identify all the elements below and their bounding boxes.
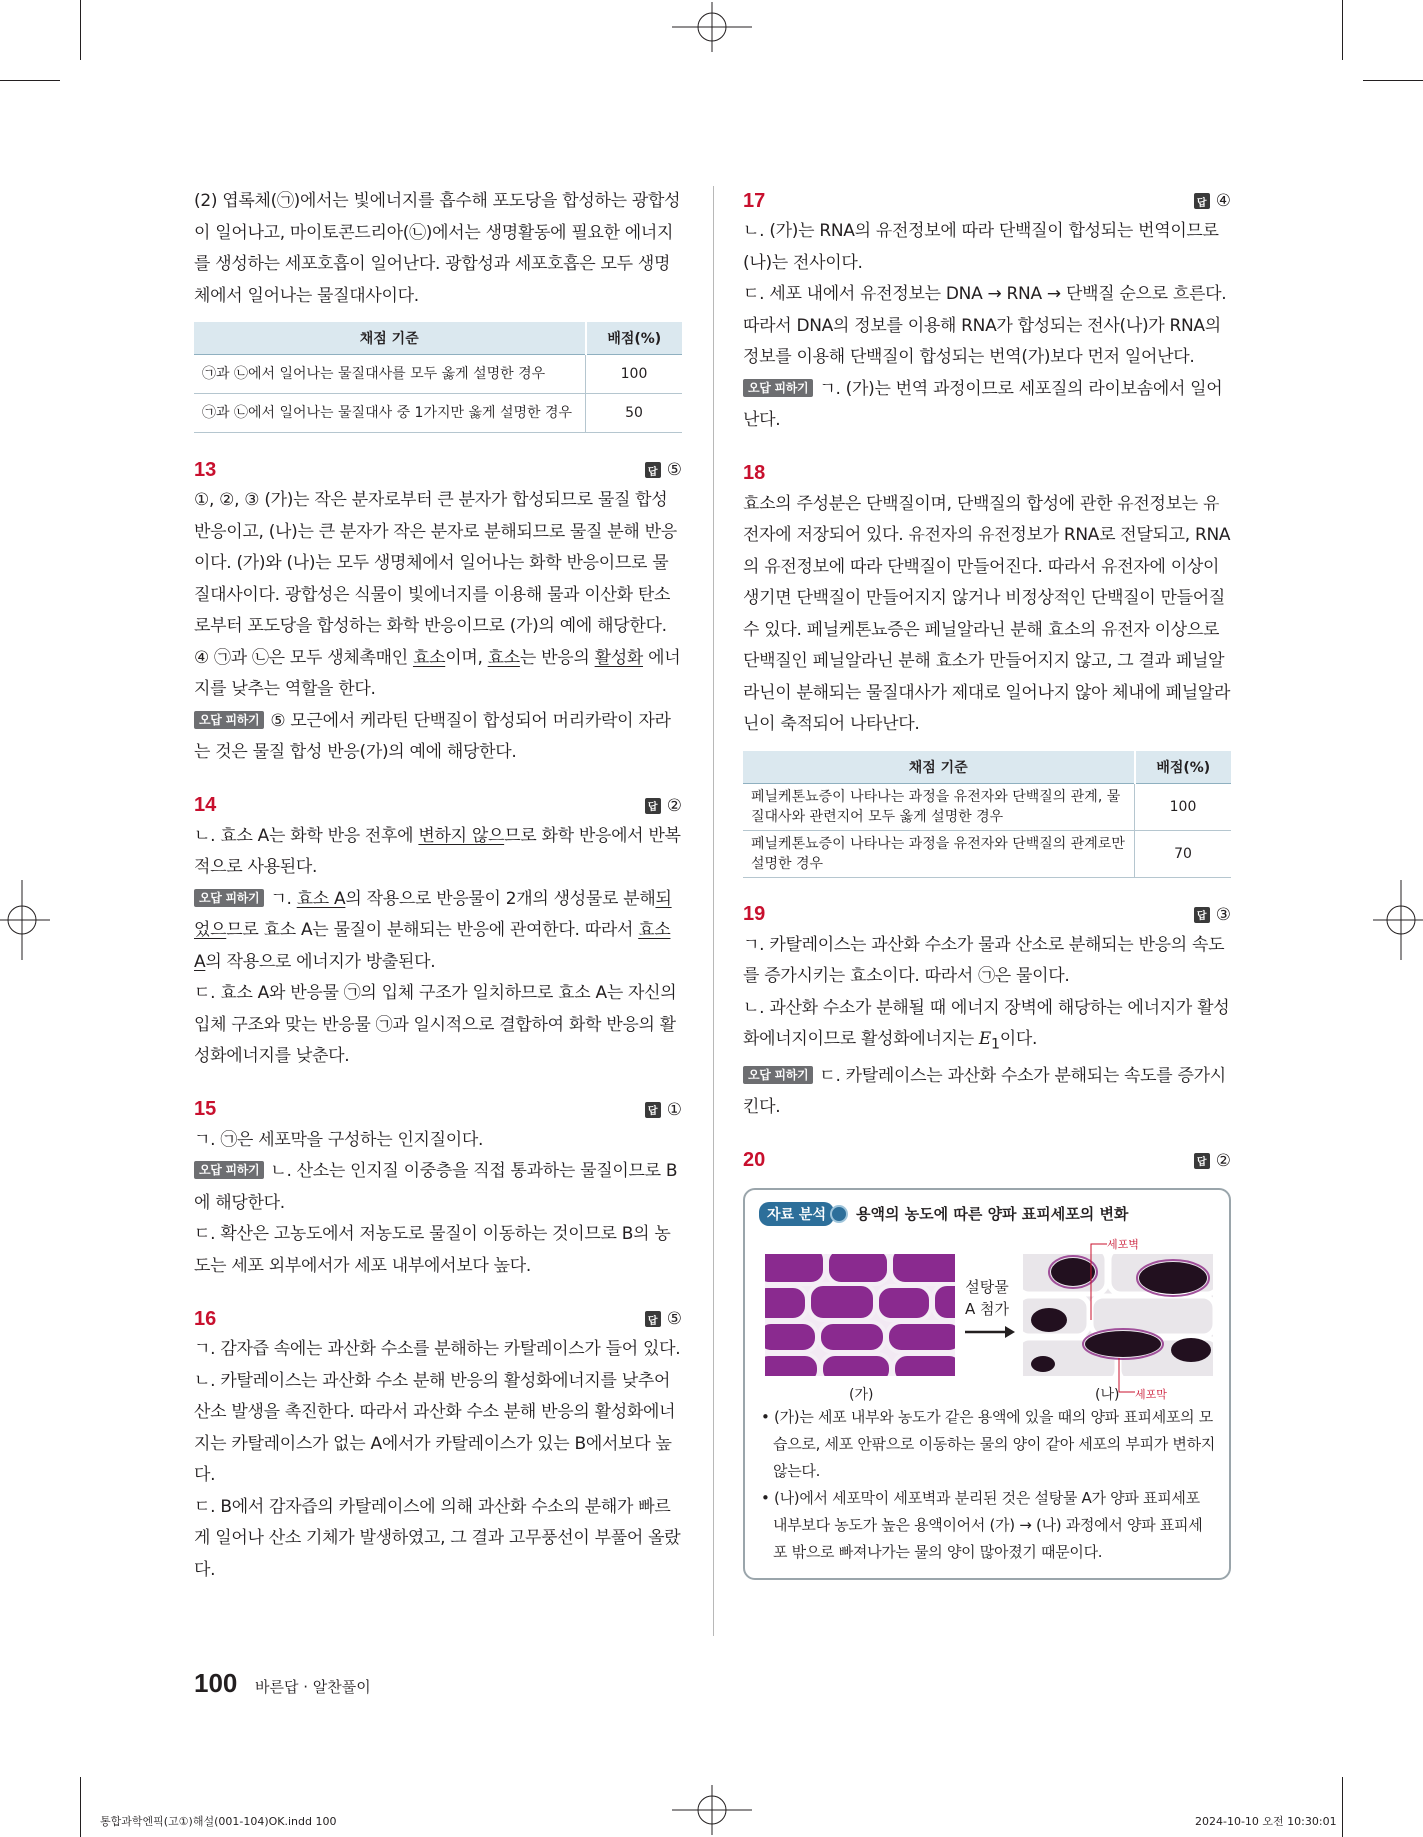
print-slug-date: 2024-10-10 오전 10:30:01 [1195,1815,1337,1828]
wrong-answer-tag: 오답 피하기 [194,1161,264,1179]
answer-badge [1194,1151,1231,1171]
q14-paragraph-3: ㄷ. 효소 A와 반응물 ㉠의 입체 구조가 일치하므로 효소 A는 자신의 입체 구조와 맞는 반응물 ㉠과 일시적으로 결합하여 화학 반응의 활성화에너지를 낮춘다. [194,983,677,1066]
table-row [743,830,1231,877]
table-header-criteria: 채점 기준 [194,322,586,355]
data-analysis-header [759,1202,1215,1226]
q14-paragraph-1 [194,821,682,884]
data-analysis-box [743,1188,1231,1580]
underlined-text: 효소 A [296,888,346,909]
table-cell-points: 100 [1135,783,1232,830]
answer-value: ⑤ [666,460,682,480]
variable-text: E [978,1029,992,1049]
text-span: ㄴ. 산소는 인지질 이중층을 직접 통과하는 물질이므로 B에 해당한다. [194,1161,678,1213]
crop-mark [80,1777,81,1837]
table-cell-criteria: 페닐케톤뇨증이 나타나는 과정을 유전자와 단백질의 관계, 물질대사와 관련지어 모두 옳게 설명한 경우 [743,783,1135,830]
wrong-answer-tag: 오답 피하기 [743,1066,813,1084]
q17-paragraph-1: ㄴ. (가)는 RNA의 유전정보에 따라 단백질이 합성되는 번역이므로 (나)는 전사이다. [743,221,1219,273]
answer-badge [645,1100,682,1120]
text-span: 므로 효소 A는 물질이 분해되는 반응에 관여한다. 따라서 [226,920,639,940]
answer-badge [645,1309,682,1329]
text-span: 이다. [999,1029,1038,1049]
crop-mark [1363,80,1423,81]
answer-icon: 답 [645,1102,661,1118]
underlined-text: 효소 A [194,920,671,972]
underlined-text: 되었으 [194,888,672,940]
q16-paragraph-3: ㄷ. B에서 감자즙의 카탈레이스에 의해 과산화 수소의 분해가 빠르게 일어나 산소 기체가 발생하였고, 그 결과 고무풍선이 부풀어 올랐다. [194,1496,681,1580]
arrow-label [965,1276,1009,1320]
text-span: ㄱ. [270,888,297,909]
underlined-text: 효소 [487,647,520,668]
answer-icon: 답 [645,1311,661,1327]
table-row [194,355,682,394]
text-span: 의 작용으로 반응물이 2개의 생성물로 분해 [345,888,656,909]
question-number: 15 [194,1098,217,1120]
underlined-text: 변하지 않으 [418,825,505,846]
table-row [743,783,1231,830]
text-span: 의 작용으로 에너지가 방출된다. [205,951,436,972]
underlined-text: 효소 [412,647,446,668]
data-analysis-tag: 자료 분석 [759,1202,834,1226]
q13-paragraph-3 [194,706,682,769]
q20-header [743,1146,1231,1176]
arrow-right-icon [965,1326,1015,1338]
cell-wall-label: 세포벽 [1107,1237,1139,1251]
data-analysis-title: 용액의 농도에 따른 양파 표피세포의 변화 [855,1205,1129,1224]
text-span: ④ ㉠과 ㉡은 모두 생체촉매인 [194,647,413,668]
cell-membrane-label: 세포막 [1135,1387,1167,1401]
table-cell-points: 50 [586,394,683,433]
answer-value: ④ [1215,191,1231,211]
question-number: 19 [743,903,766,925]
text-span: ㄴ. 과산화 수소가 분해될 때 에너지 장벽에 해당하는 에너지가 활성화에너지이므로 활성화에너지는 [743,997,1230,1049]
q13-paragraph-2 [194,643,682,706]
figure-caption-a: (가) [849,1386,874,1403]
wrong-answer-tag: 오답 피하기 [194,711,264,729]
table-row [194,394,682,433]
answer-value: ⑤ [666,1309,682,1329]
q12-answer-text: (2) 엽록체(㉠)에서는 빛에너지를 흡수해 포도당을 합성하는 광합성이 일어나고, 마이토콘드리아(㉡)에서는 생명활동에 필요한 에너지를 생성하는 세포호흡이 일어난다. 광합성과 세포호흡은 모두 생명체에서 일어나는 물질대사이다. [194,191,681,306]
crop-mark [80,0,81,60]
q15-paragraph-1: ㄱ. ㉠은 세포막을 구성하는 인지질이다. [194,1129,484,1150]
column-divider [713,186,714,1636]
text-span: ㄱ. (가)는 번역 과정이므로 세포질의 라이보솜에서 일어난다. [743,378,1223,430]
answer-icon: 답 [1194,907,1210,923]
q14-header [194,791,682,821]
table-header-points: 배점(%) [586,322,683,355]
q16-paragraph-1: ㄱ. 감자즙 속에는 과산화 수소를 분해하는 카탈레이스가 들어 있다. [194,1339,681,1359]
q16-paragraph-2: ㄴ. 카탈레이스는 과산화 수소 분해 반응의 활성화에너지를 낮추어 산소 발생을 촉진한다. 따라서 과산화 수소 분해 반응의 활성화에너지는 카탈레이스가 없는 A에서가 카탈레이스가 있는 B에서보다 높다. [194,1370,676,1485]
book-title: 바른답 · 알찬풀이 [255,1678,371,1696]
q15-header [194,1095,682,1125]
q14-paragraph-2 [194,884,682,979]
text-span: 므로 화학 반응에서 반복적으로 사용된다. [194,825,681,877]
wrong-answer-tag: 오답 피하기 [743,379,813,397]
crop-mark [0,80,60,81]
figure-caption-b: (나) [1095,1386,1120,1403]
q19-paragraph-2 [743,993,1231,1061]
q13-paragraph-1: ①, ②, ③ (가)는 작은 분자로부터 큰 분자가 합성되므로 물질 합성 반응이고, (나)는 큰 분자가 작은 분자로 분해되므로 물질 분해 반응이다. (가)와 (나)는 모두 생명체에서 일어나는 화학 반응이므로 물질대사이다. 광합성은 식물이 빛에너지를 이용해 물과 이산화 탄소로부터 포도당을 합성하는 화학 반응이므로 (가)의 예에 해당한다. [194,490,677,636]
q17-header [743,186,1231,216]
q19-header [743,900,1231,930]
cell-membrane-pointer-icon [1117,1356,1137,1396]
right-column [743,186,1231,1580]
onion-cell-normal-image [765,1254,955,1376]
table-header-points: 배점(%) [1135,751,1232,784]
answer-badge [645,796,682,816]
arrow-label-line-2: A 첨가 [965,1299,1010,1318]
question-number: 13 [194,458,217,481]
text-span: 는 반응의 [519,647,595,668]
underlined-text: 활성화 [594,647,643,668]
onion-cell-figure [759,1236,1215,1404]
table-cell-points: 100 [586,355,683,394]
left-column [194,186,682,1586]
text-span: 이며, [445,647,488,668]
q19-paragraph-3 [743,1061,1231,1124]
q13-header [194,455,682,485]
q15-paragraph-3: ㄷ. 확산은 고농도에서 저농도로 물질이 이동하는 것이므로 B의 농도는 세포 외부에서가 세포 내부에서보다 높다. [194,1224,671,1276]
registration-mark-icon [1373,880,1423,960]
question-number: 17 [743,189,766,212]
text-span: (나)에서 세포막이 세포벽과 분리된 것은 설탕물 A가 양파 표피세포 내부보다 농도가 높은 용액이어서 (가) → (나) 과정에서 양파 표피세포 밖으로 빠져나가는 물의 양이 많아졌기 때문이다. [773,1488,1203,1561]
analysis-bullet-1: • (가)는 세포 내부와 농도가 같은 용액에 있을 때의 양파 표피세포의 모습으로, 세포 안팎으로 이동하는 물의 양이 같아 세포의 부피가 변하지 않는다. [761,1407,1216,1480]
answer-icon: 답 [645,462,661,478]
table-cell-criteria: ㉠과 ㉡에서 일어나는 물질대사 중 1가지만 옳게 설명한 경우 [194,394,586,433]
q18-header [743,459,1231,489]
cell-wall-pointer-icon [1089,1242,1109,1322]
arrow-label-line-1: 설탕물 [965,1277,1009,1296]
score-table-q18 [743,751,1231,878]
registration-mark-icon [0,880,50,960]
answer-value: ③ [1215,904,1231,925]
text-span: ⑤ 모근에서 케라틴 단백질이 합성되어 머리카락이 자라는 것은 물질 합성 반응(가)의 예에 해당한다. [194,710,671,762]
text-span: 에너지를 낮추는 역할을 한다. [194,647,681,699]
question-number: 16 [194,1307,217,1330]
text-span: ㄴ. 효소 A는 화학 반응 전후에 [194,825,419,846]
question-number: 18 [743,462,766,484]
question-number: 14 [194,794,217,816]
q19-paragraph-1: ㄱ. 카탈레이스는 과산화 수소가 물과 산소로 분해되는 반응의 속도를 증가시키는 효소이다. 따라서 ㉠은 물이다. [743,934,1225,986]
answer-badge [1194,191,1231,211]
answer-value: ① [666,1099,682,1120]
answer-badge [1194,905,1231,925]
tag-dot-icon [830,1205,848,1223]
q17-paragraph-2: ㄷ. 세포 내에서 유전정보는 DNA → RNA → 단백질 순으로 흐른다. 따라서 DNA의 정보를 이용해 RNA가 합성되는 전사(나)가 RNA의 정보를 이용해 단백질이 합성되는 번역(가)보다 먼저 일어난다. [743,284,1227,367]
table-header-criteria: 채점 기준 [743,751,1135,784]
crop-mark [1342,1777,1343,1837]
answer-value: ② [1215,1150,1231,1171]
answer-icon: 답 [1194,1153,1210,1169]
answer-badge [645,460,682,480]
print-slug-file: 통합과학엔픽(고①)해설(001-104)OK.indd 100 [100,1815,337,1828]
crop-mark [1342,0,1343,60]
page-number: 100 [194,1668,238,1698]
answer-icon: 답 [645,798,661,814]
score-table-q12 [194,322,682,433]
table-cell-criteria: ㉠과 ㉡에서 일어나는 물질대사를 모두 옳게 설명한 경우 [194,355,586,394]
q18-paragraph-1: 효소의 주성분은 단백질이며, 단백질의 합성에 관한 유전정보는 유전자에 저장되어 있다. 유전자의 유전정보가 RNA로 전달되고, RNA의 유전정보에 따라 단백질이 만들어진다. 따라서 유전자에 이상이 생기면 단백질이 만들어지지 않거나 비정상적인 단백질이 만들어질 수 있다. 페닐케톤뇨증은 페닐알라닌 분해 효소의 유전자 이상으로 단백질인 페닐알라닌 분해 효소가 만들어지지 않고, 그 결과 페닐알라닌이 분해되는 물질대사가 제대로 일어나지 않아 체내에 페닐알라닌이 축적되어 나타난다. [743,493,1231,734]
text-span: (가)는 세포 내부와 농도가 같은 용액에 있을 때의 양파 표피세포의 모습으로, 세포 안팎으로 이동하는 물의 양이 같아 세포의 부피가 변하지 않는다. [773,1407,1216,1480]
answer-value: ② [666,795,682,816]
q16-header [194,1304,682,1334]
analysis-bullet-2: • (나)에서 세포막이 세포벽과 분리된 것은 설탕물 A가 양파 표피세포 내부보다 농도가 높은 용액이어서 (가) → (나) 과정에서 양파 표피세포 밖으로 빠져나가는 물의 양이 많아졌기 때문이다. [761,1488,1203,1561]
registration-mark-icon [672,1785,752,1835]
table-cell-criteria: 페닐케톤뇨증이 나타나는 과정을 유전자와 단백질의 관계로만 설명한 경우 [743,830,1135,877]
question-number: 20 [743,1149,766,1172]
wrong-answer-tag: 오답 피하기 [194,889,264,907]
table-cell-points: 70 [1135,830,1232,877]
q17-paragraph-3 [743,374,1231,437]
subscript-text: 1 [991,1036,1000,1053]
q15-paragraph-2 [194,1156,682,1219]
text-span: ㄷ. 카탈레이스는 과산화 수소가 분해되는 속도를 증가시킨다. [743,1065,1226,1118]
registration-mark-icon [672,2,752,52]
answer-icon: 답 [1194,193,1210,209]
